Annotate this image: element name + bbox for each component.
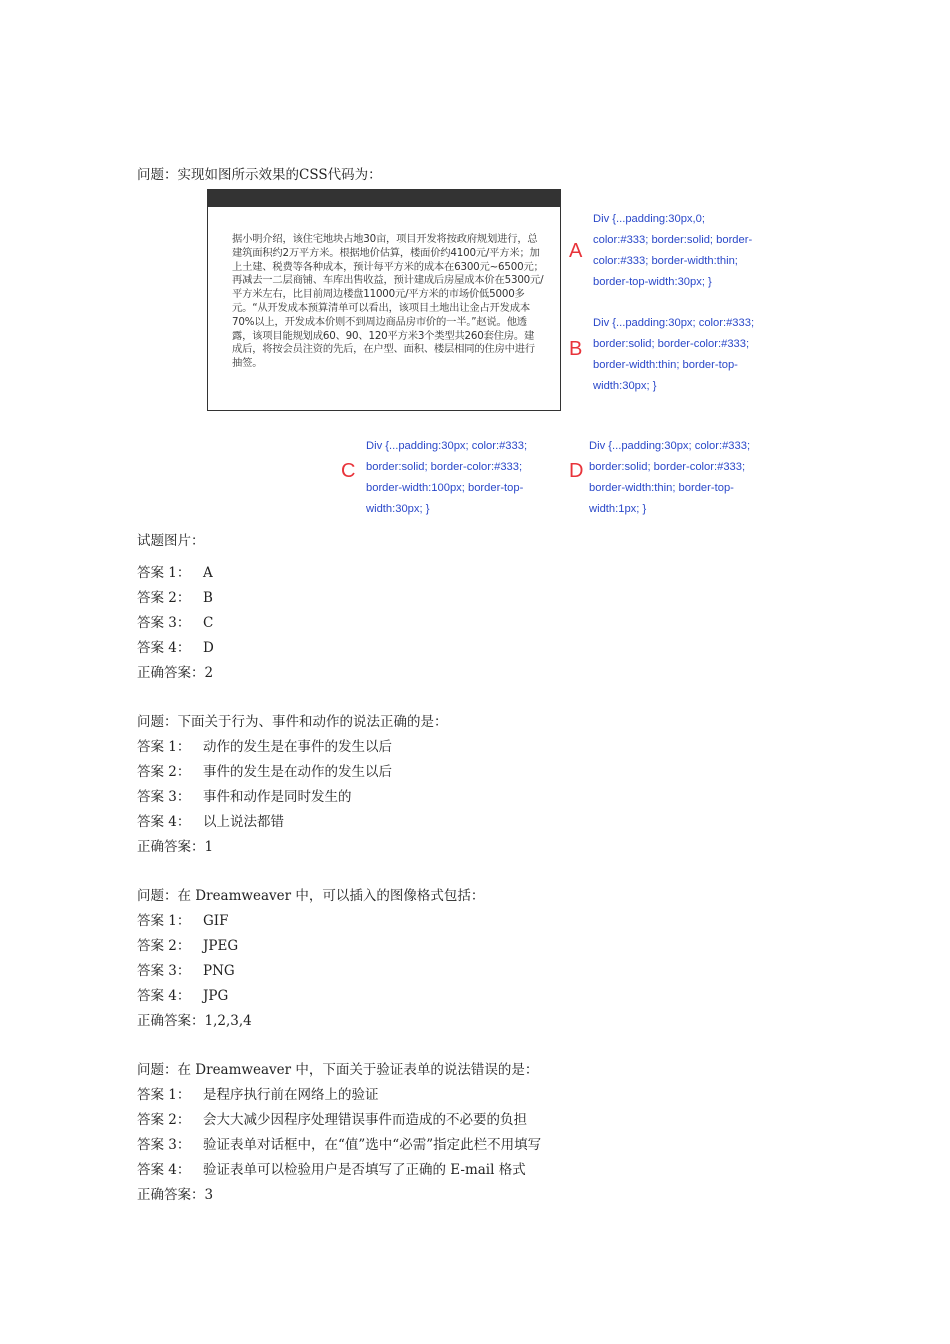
answer-row: [137, 738, 392, 756]
answer-label: 答案 3：: [137, 1137, 191, 1153]
option-b-code: Div {...padding:30px; color:#333; border:solid; border-color:#333; border-width:thin; border-top- width:30px; }: [593, 317, 755, 392]
answer-text: 事件的发生是在动作的发生以后: [203, 764, 392, 780]
answer-row: [137, 813, 284, 831]
answer-label: 答案 3：: [137, 615, 191, 631]
answer-row: [137, 1111, 527, 1129]
option-d-letter: D: [569, 460, 584, 482]
answer-label: 答案 2：: [137, 938, 191, 954]
answer-label: 答案 2：: [137, 764, 191, 780]
answer-text: D: [203, 640, 214, 656]
answer-row: [137, 912, 228, 930]
answer-row: [137, 937, 238, 955]
correct-answer: 正确答案：2: [137, 665, 214, 681]
answer-text: 以上说法都错: [203, 814, 284, 830]
question-2-text: 问题：下面关于行为、事件和动作的说法正确的是：: [137, 714, 448, 730]
option-a-code: Div {...padding:30px,0; color:#333; border:solid; border- color:#333; border-width:thin; border-top-width:30px; }: [593, 213, 753, 288]
answer-row: [137, 589, 213, 607]
answer-row: [137, 763, 392, 781]
answer-text: GIF: [203, 913, 229, 929]
option-c-letter: C: [341, 460, 356, 482]
correct-answer: 正确答案：1: [137, 839, 214, 855]
answer-row: [137, 788, 352, 806]
sample-bordered-box: [207, 189, 561, 411]
answer-label: 答案 1：: [137, 565, 191, 581]
answer-label: 答案 2：: [137, 590, 191, 606]
answer-text: 动作的发生是在事件的发生以后: [203, 739, 392, 755]
answer-label: 答案 4：: [137, 640, 191, 656]
correct-answer: 正确答案：1,2,3,4: [137, 1013, 252, 1029]
answer-text: 验证表单可以检验用户是否填写了正确的 E-mail 格式: [203, 1162, 526, 1178]
option-b-letter: B: [569, 338, 583, 360]
answer-text: JPG: [203, 988, 229, 1004]
answer-row: [137, 639, 214, 657]
answer-text: 是程序执行前在网络上的验证: [203, 1087, 379, 1103]
answer-text: C: [203, 615, 214, 631]
answer-row: [137, 1136, 541, 1154]
question-1-image-label: 试题图片：: [137, 533, 205, 549]
question-4-text: 问题：在 Dreamweaver 中，下面关于验证表单的说法错误的是：: [137, 1062, 539, 1078]
answer-row: [137, 564, 213, 582]
question-1-text: 问题：实现如图所示效果的CSS代码为：: [137, 167, 382, 183]
answer-row: [137, 987, 228, 1005]
answer-label: 答案 3：: [137, 789, 191, 805]
answer-text: 事件和动作是同时发生的: [203, 789, 352, 805]
answer-text: B: [203, 590, 213, 606]
answer-text: 验证表单对话框中，在“值”选中“必需”指定此栏不用填写: [203, 1137, 542, 1153]
answer-text: A: [203, 565, 213, 581]
answer-text: 会大大减少因程序处理错误事件而造成的不必要的负担: [203, 1112, 527, 1128]
answer-row: [137, 1086, 379, 1104]
answer-label: 答案 3：: [137, 963, 191, 979]
option-c-code: Div {...padding:30px; color:#333; border:solid; border-color:#333; border-width:100px; border-top- width:30px; }: [366, 440, 528, 515]
answer-text: JPEG: [203, 938, 239, 954]
answer-row: [137, 614, 213, 632]
answer-label: 答案 1：: [137, 739, 191, 755]
answer-label: 答案 4：: [137, 988, 191, 1004]
answer-label: 答案 4：: [137, 814, 191, 830]
answer-row: [137, 962, 235, 980]
question-1-figure: [206, 189, 776, 521]
option-d-code: Div {...padding:30px; color:#333; border:solid; border-color:#333; border-width:thin; border-top- width:1px; }: [589, 440, 751, 515]
answer-label: 答案 4：: [137, 1162, 191, 1178]
sample-paragraph: 据小明介绍，该住宅地块占地30亩，项目开发将按政府规划进行，总建筑面积约2万平方米。根据地价估算，楼面价约4100元/平方米；加上土建、税费等各种成本，预计每平方米的成本在6300元~6500元；再减去一二层商铺、车库出售收益，预计建成后房屋成本价在5300元/平方米左右，比目前周边楼盘11000元/平方米的市场价低5000多元。“从开发成本预算清单可以看出，该项目土地出让金占开发成本70%以上，开发成本价则不到周边商品房市价的一半。”赵说。他透露，该项目能规划成60、90、120平方米3个类型共260套住房。建成后，将按会员注资的先后，在户型、面积、楼层相同的住房中进行抽签。: [232, 233, 544, 370]
answer-row: [137, 1161, 526, 1179]
answer-label: 答案 1：: [137, 1087, 191, 1103]
answer-label: 答案 1：: [137, 913, 191, 929]
correct-answer: 正确答案：3: [137, 1187, 214, 1203]
option-a-letter: A: [569, 240, 583, 262]
answer-label: 答案 2：: [137, 1112, 191, 1128]
answer-text: PNG: [203, 963, 235, 979]
question-3-text: 问题：在 Dreamweaver 中，可以插入的图像格式包括：: [137, 888, 485, 904]
